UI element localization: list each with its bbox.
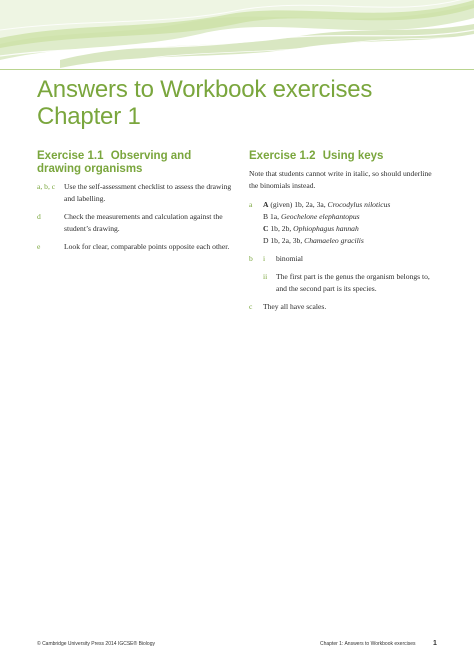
- answer-c: [249, 301, 439, 313]
- exercise-1-1-title: Observing and drawing organisms: [37, 150, 192, 175]
- species-name: Crocodylus niloticus: [327, 200, 391, 209]
- sub-label: i: [263, 254, 266, 263]
- answer-label: b: [249, 254, 253, 263]
- answer-text: Use the self-assessment checklist to assess the drawing and labelling.: [64, 182, 232, 203]
- answer-b: [249, 253, 439, 295]
- answer-label: a, b, c: [37, 182, 56, 191]
- key-result-line: B 1a, Geochelone elephantopus: [263, 212, 360, 221]
- title-line-2: Chapter 1: [37, 103, 141, 130]
- exercise-1-2-column: [249, 150, 439, 319]
- title-line-1: Answers to Workbook exercises: [37, 76, 373, 103]
- exercise-1-2-title: Using keys: [322, 150, 384, 162]
- decorative-wave-banner: [0, 0, 474, 70]
- sub-label: ii: [263, 272, 268, 281]
- key-result-line: C 1b, 2b, Ophiophagus hannah: [263, 224, 359, 233]
- page-number: 1: [433, 640, 437, 647]
- exercise-1-2-number: Exercise 1.2: [249, 150, 316, 162]
- answer-a: [249, 199, 439, 247]
- answer-b-parts: [263, 253, 439, 295]
- key-result-line: D 1b, 2a, 3b, Chamaeleo gracilis: [263, 236, 364, 245]
- species-name: Chamaeleo gracilis: [304, 236, 364, 245]
- exercise-1-1-column: [37, 150, 237, 259]
- answer-abc: [37, 181, 237, 205]
- answer-label: c: [249, 302, 253, 311]
- answer-b-i: [263, 253, 439, 265]
- exercise-1-1-heading: [37, 150, 237, 176]
- page-title: [37, 76, 372, 130]
- copyright-text: © Cambridge University Press 2014 IGCSE® Biology: [37, 641, 155, 647]
- answer-label: d: [37, 212, 41, 221]
- answer-a-list: [263, 199, 439, 247]
- answer-label: e: [37, 242, 41, 251]
- species-name: Ophiophagus hannah: [293, 224, 359, 233]
- answer-text: Check the measurements and calculation against the student’s drawing.: [64, 212, 223, 233]
- exercise-1-2-heading: [249, 150, 439, 163]
- answer-text: They all have scales.: [263, 302, 327, 311]
- key-result-line: A (given) 1b, 2a, 3a, Crocodylus niloticus: [263, 200, 391, 209]
- answer-b-ii: [263, 271, 439, 295]
- exercise-1-1-number: Exercise 1.1: [37, 150, 104, 162]
- running-footer-title: Chapter 1: Answers to Workbook exercises: [320, 641, 416, 647]
- exercise-note: Note that students cannot write in italic, so should underline the binomials instead.: [249, 169, 432, 190]
- answer-label: a: [249, 200, 253, 209]
- species-name: Geochelone elephantopus: [280, 212, 360, 221]
- sub-text: The first part is the genus the organism belongs to, and the second part is its species.: [276, 272, 430, 293]
- answer-e: [37, 241, 237, 253]
- answer-text: Look for clear, comparable points opposite each other.: [64, 242, 230, 251]
- answer-d: [37, 211, 237, 235]
- sub-text: binomial: [276, 254, 303, 263]
